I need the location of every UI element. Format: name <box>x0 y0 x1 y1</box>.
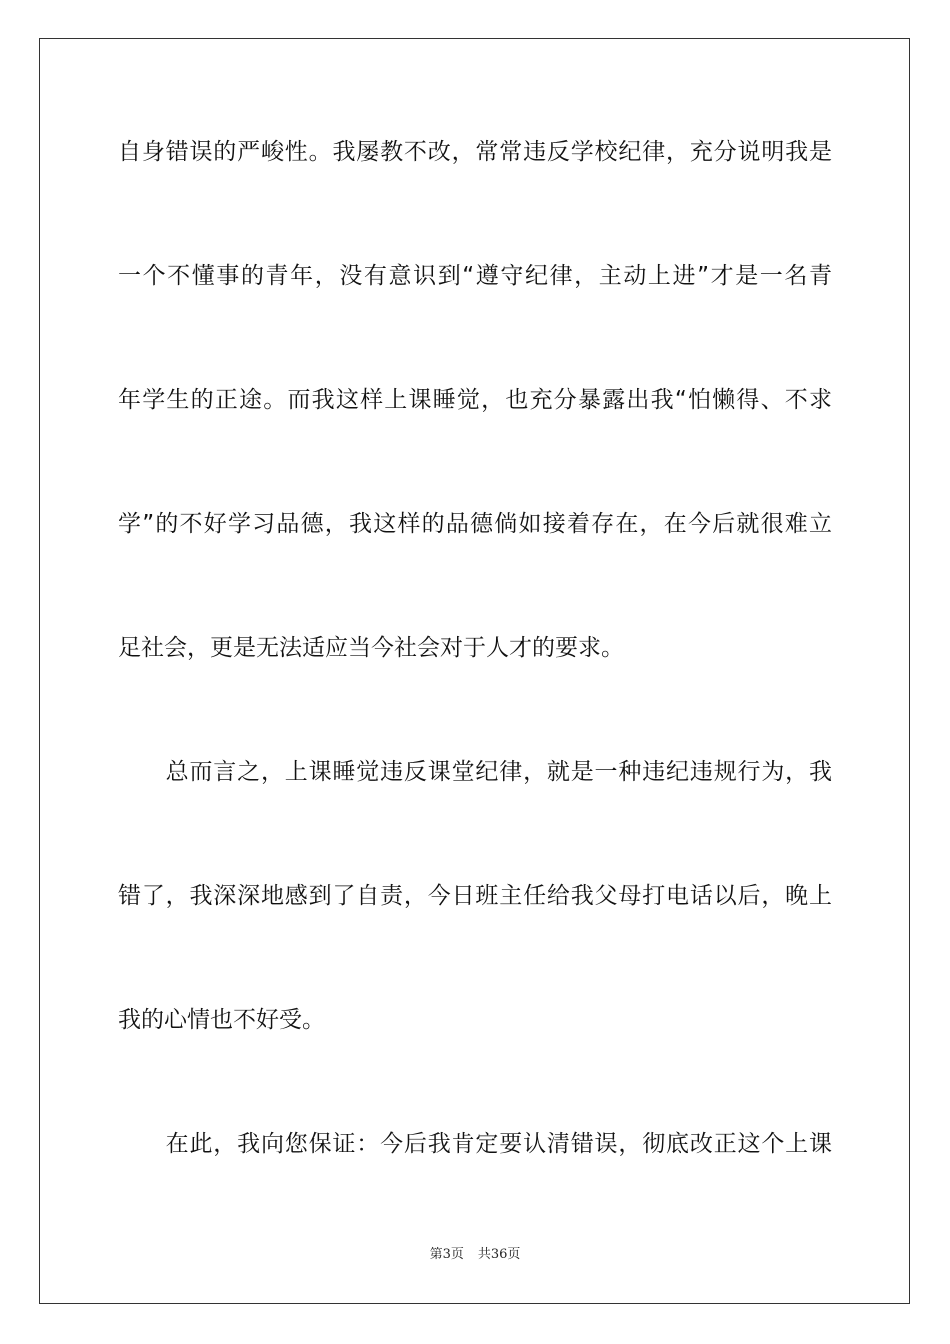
body-text-line: 总而言之，上课睡觉违反课堂纪律，就是一种违纪违规行为，我 <box>118 759 832 785</box>
body-text-line: 我的心情也不好受。 <box>118 1007 325 1033</box>
body-text-line: 足社会，更是无法适应当今社会对于人才的要求。 <box>118 635 624 661</box>
page-footer <box>0 1246 950 1264</box>
body-text-line: 年学生的正途。而我这样上课睡觉，也充分暴露出我“怕懒得、不求 <box>118 387 832 413</box>
body-text-line: 一个不懂事的青年，没有意识到“遵守纪律，主动上进”才是一名青 <box>118 263 832 289</box>
body-text-line: 自身错误的严峻性。我屡教不改，常常违反学校纪律，充分说明我是 <box>118 139 832 165</box>
body-text-line: 错了，我深深地感到了自责，今日班主任给我父母打电话以后，晚上 <box>118 883 832 909</box>
page-border <box>39 38 910 1304</box>
total-pages: 共36页 <box>477 1247 521 1262</box>
page-number: 第3页 <box>429 1247 464 1262</box>
body-text-line: 在此，我向您保证：今后我肯定要认清错误，彻底改正这个上课 <box>118 1131 832 1157</box>
body-text-line: 学”的不好学习品德，我这样的品德倘如接着存在，在今后就很难立 <box>118 511 832 537</box>
